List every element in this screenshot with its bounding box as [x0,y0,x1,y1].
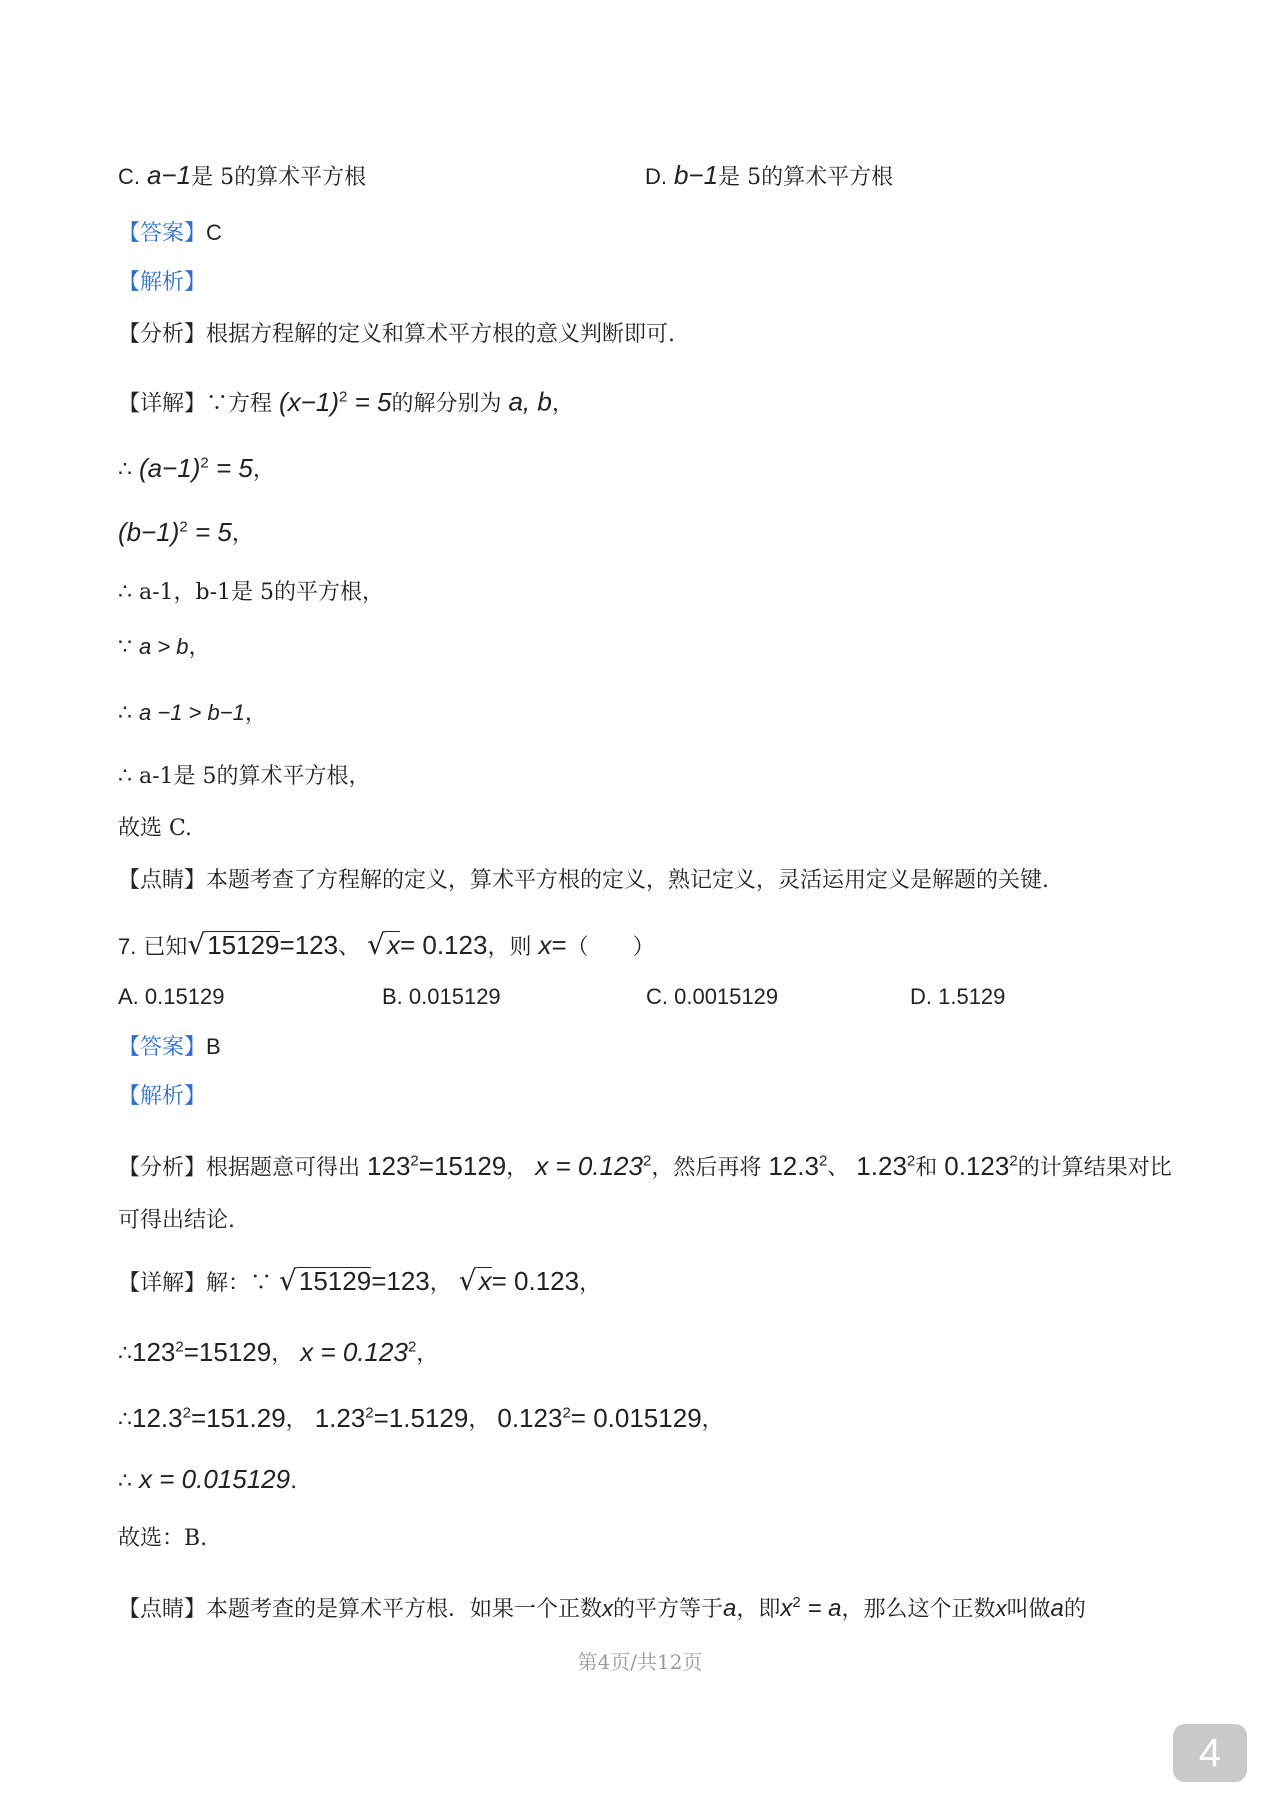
page-footer: 第4页/共12页 [577,1650,703,1674]
q7-option-c: C. 0.0015129 [646,984,779,1009]
q6-dianjing: 【点睛】本题考查了方程解的定义，算术平方根的定义，熟记定义，灵活运用定义是解题的关键. [118,868,1050,893]
q7-answer: 【答案】B [118,1034,221,1060]
q6-option-d: D. b−1是 5的算术平方根 [645,160,894,190]
page-number-badge[interactable]: 4 [1173,1724,1247,1782]
q7-fenxi-2: 可得出结论. [118,1208,235,1233]
q7-analysis-tag: 【解析】 [118,1084,207,1109]
q7-xiangjie-1: 【详解】解：∵ √15129=123， √x= 0.123， [118,1264,602,1297]
q6-answer: 【答案】C [118,220,222,246]
q6-analysis-tag: 【解析】 [118,270,207,295]
q7-xiangjie-5: 故选：B. [118,1526,208,1551]
q7-xiangjie-3: $\therefore 12.3^2=151.29$， $1.23^2=1.5129$， $0.123^2= 0.015129$， [118,1402,724,1433]
q7-xiangjie-2: $\therefore 123^2=15129$， $x = 0.123^2$， [118,1336,439,1367]
q6-xiangjie-2: ∴ $(a-1)^2 = 5$， [118,452,275,483]
q6-xiangjie-6: ∴ a −1 > b−1， [118,700,267,726]
q6-xiangjie-7: ∴ a-1是 5的算术平方根， [118,764,371,789]
q7-fenxi-1: 【分析】根据题意可得出 $123^2=15129$， $x = 0.123^2$，然后再将 12.3$^2$、 1.23$^2$和 0.123$^2$的计算结果对比 [118,1150,1172,1181]
q6-fenxi: 【分析】根据方程解的定义和算术平方根的意义判断即可. [118,322,676,347]
q7-option-d: D. 1.5129 [910,984,1006,1009]
q7-xiangjie-4: ∴ x = 0.015129. [118,1464,298,1494]
q6-option-c: C. a−1是 5的算术平方根 [118,160,367,190]
q6-xiangjie-5: ∵ a > b， [118,634,211,660]
q6-xiangjie-4: ∴ a-1，b-1是 5的平方根， [118,580,385,605]
q6-xiangjie-3: $(b-1)^2 = 5$， [118,516,254,547]
q7-dianjing: 【点睛】本题考查的是算术平方根．如果一个正数x的平方等于a，即$x^2 = a$，那么这个正数x叫做a的 [118,1594,1086,1622]
q7-option-b: B. 0.015129 [382,984,501,1009]
q6-xiangjie-8: 故选 C. [118,816,193,841]
q6-xiangjie-1: 【详解】∵方程 $(x-1)^2 = 5$的解分别为 a, b， [118,386,574,417]
q7-stem: 7. 已知√15129=123、 √x= 0.123，则 x=（ ） [118,928,655,961]
q7-option-a: A. 0.15129 [118,984,225,1009]
